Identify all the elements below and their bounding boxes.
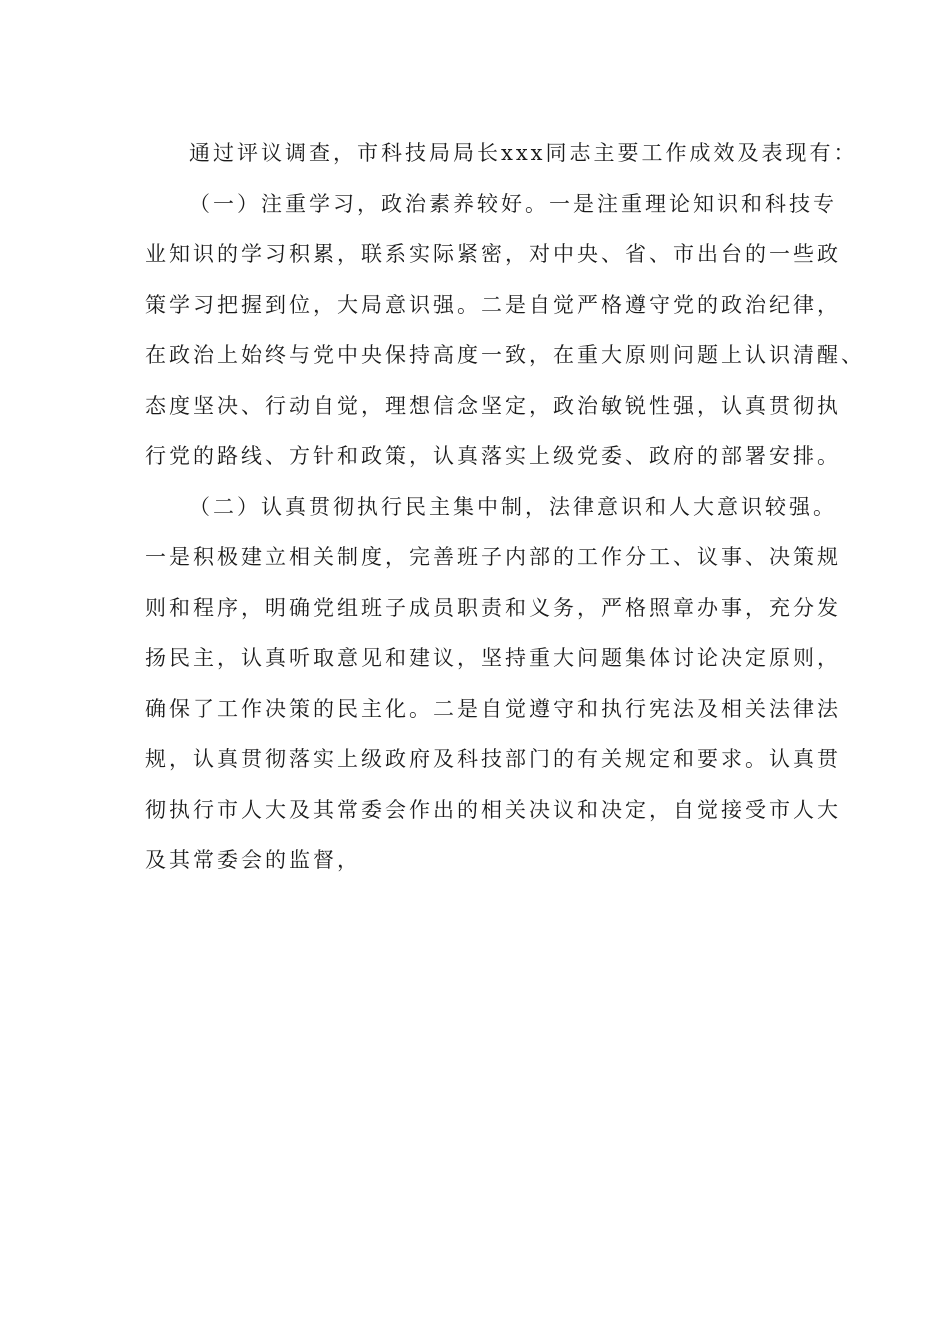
- paragraph-line: 规，认真贯彻落实上级政府及科技部门的有关规定和要求。认真贯: [145, 747, 841, 771]
- paragraph-line: 彻执行市人大及其常委会作出的相关决议和决定，自觉接受市人大: [145, 797, 841, 822]
- document-body: [145, 128, 865, 886]
- paragraph-line: （二）认真贯彻执行民主集中制，法律意识和人大意识较强。: [189, 494, 837, 519]
- paragraph-line: 通过评议调查，市科技局局长xxx同志主要工作成效及表现有：: [189, 141, 858, 165]
- paragraph-line: 扬民主，认真听取意见和建议，坚持重大问题集体讨论决定原则，: [145, 646, 841, 670]
- paragraph-line: 确保了工作决策的民主化。二是自觉遵守和执行宪法及相关法律法: [145, 696, 841, 721]
- paragraph-line: （一）注重学习，政治素养较好。一是注重理论知识和科技专: [189, 191, 837, 216]
- paragraph-line: 及其常委会的监督，: [145, 848, 361, 872]
- paragraph-line: 在政治上始终与党中央保持高度一致，在重大原则问题上认识清醒、: [145, 343, 865, 367]
- paragraph-line: 业知识的学习积累，联系实际紧密，对中央、省、市出台的一些政: [145, 242, 841, 266]
- paragraph-line: 一是积极建立相关制度，完善班子内部的工作分工、议事、决策规: [145, 545, 841, 569]
- paragraph-line: 行党的路线、方针和政策，认真落实上级党委、政府的部署安排。: [145, 444, 841, 468]
- paragraph-line: 策学习把握到位，大局意识强。二是自觉严格遵守党的政治纪律，: [145, 292, 841, 317]
- paragraph-line: 态度坚决、行动自觉，理想信念坚定，政治敏锐性强，认真贯彻执: [145, 393, 841, 418]
- paragraph-line: 则和程序，明确党组班子成员职责和义务，严格照章办事，充分发: [145, 595, 841, 620]
